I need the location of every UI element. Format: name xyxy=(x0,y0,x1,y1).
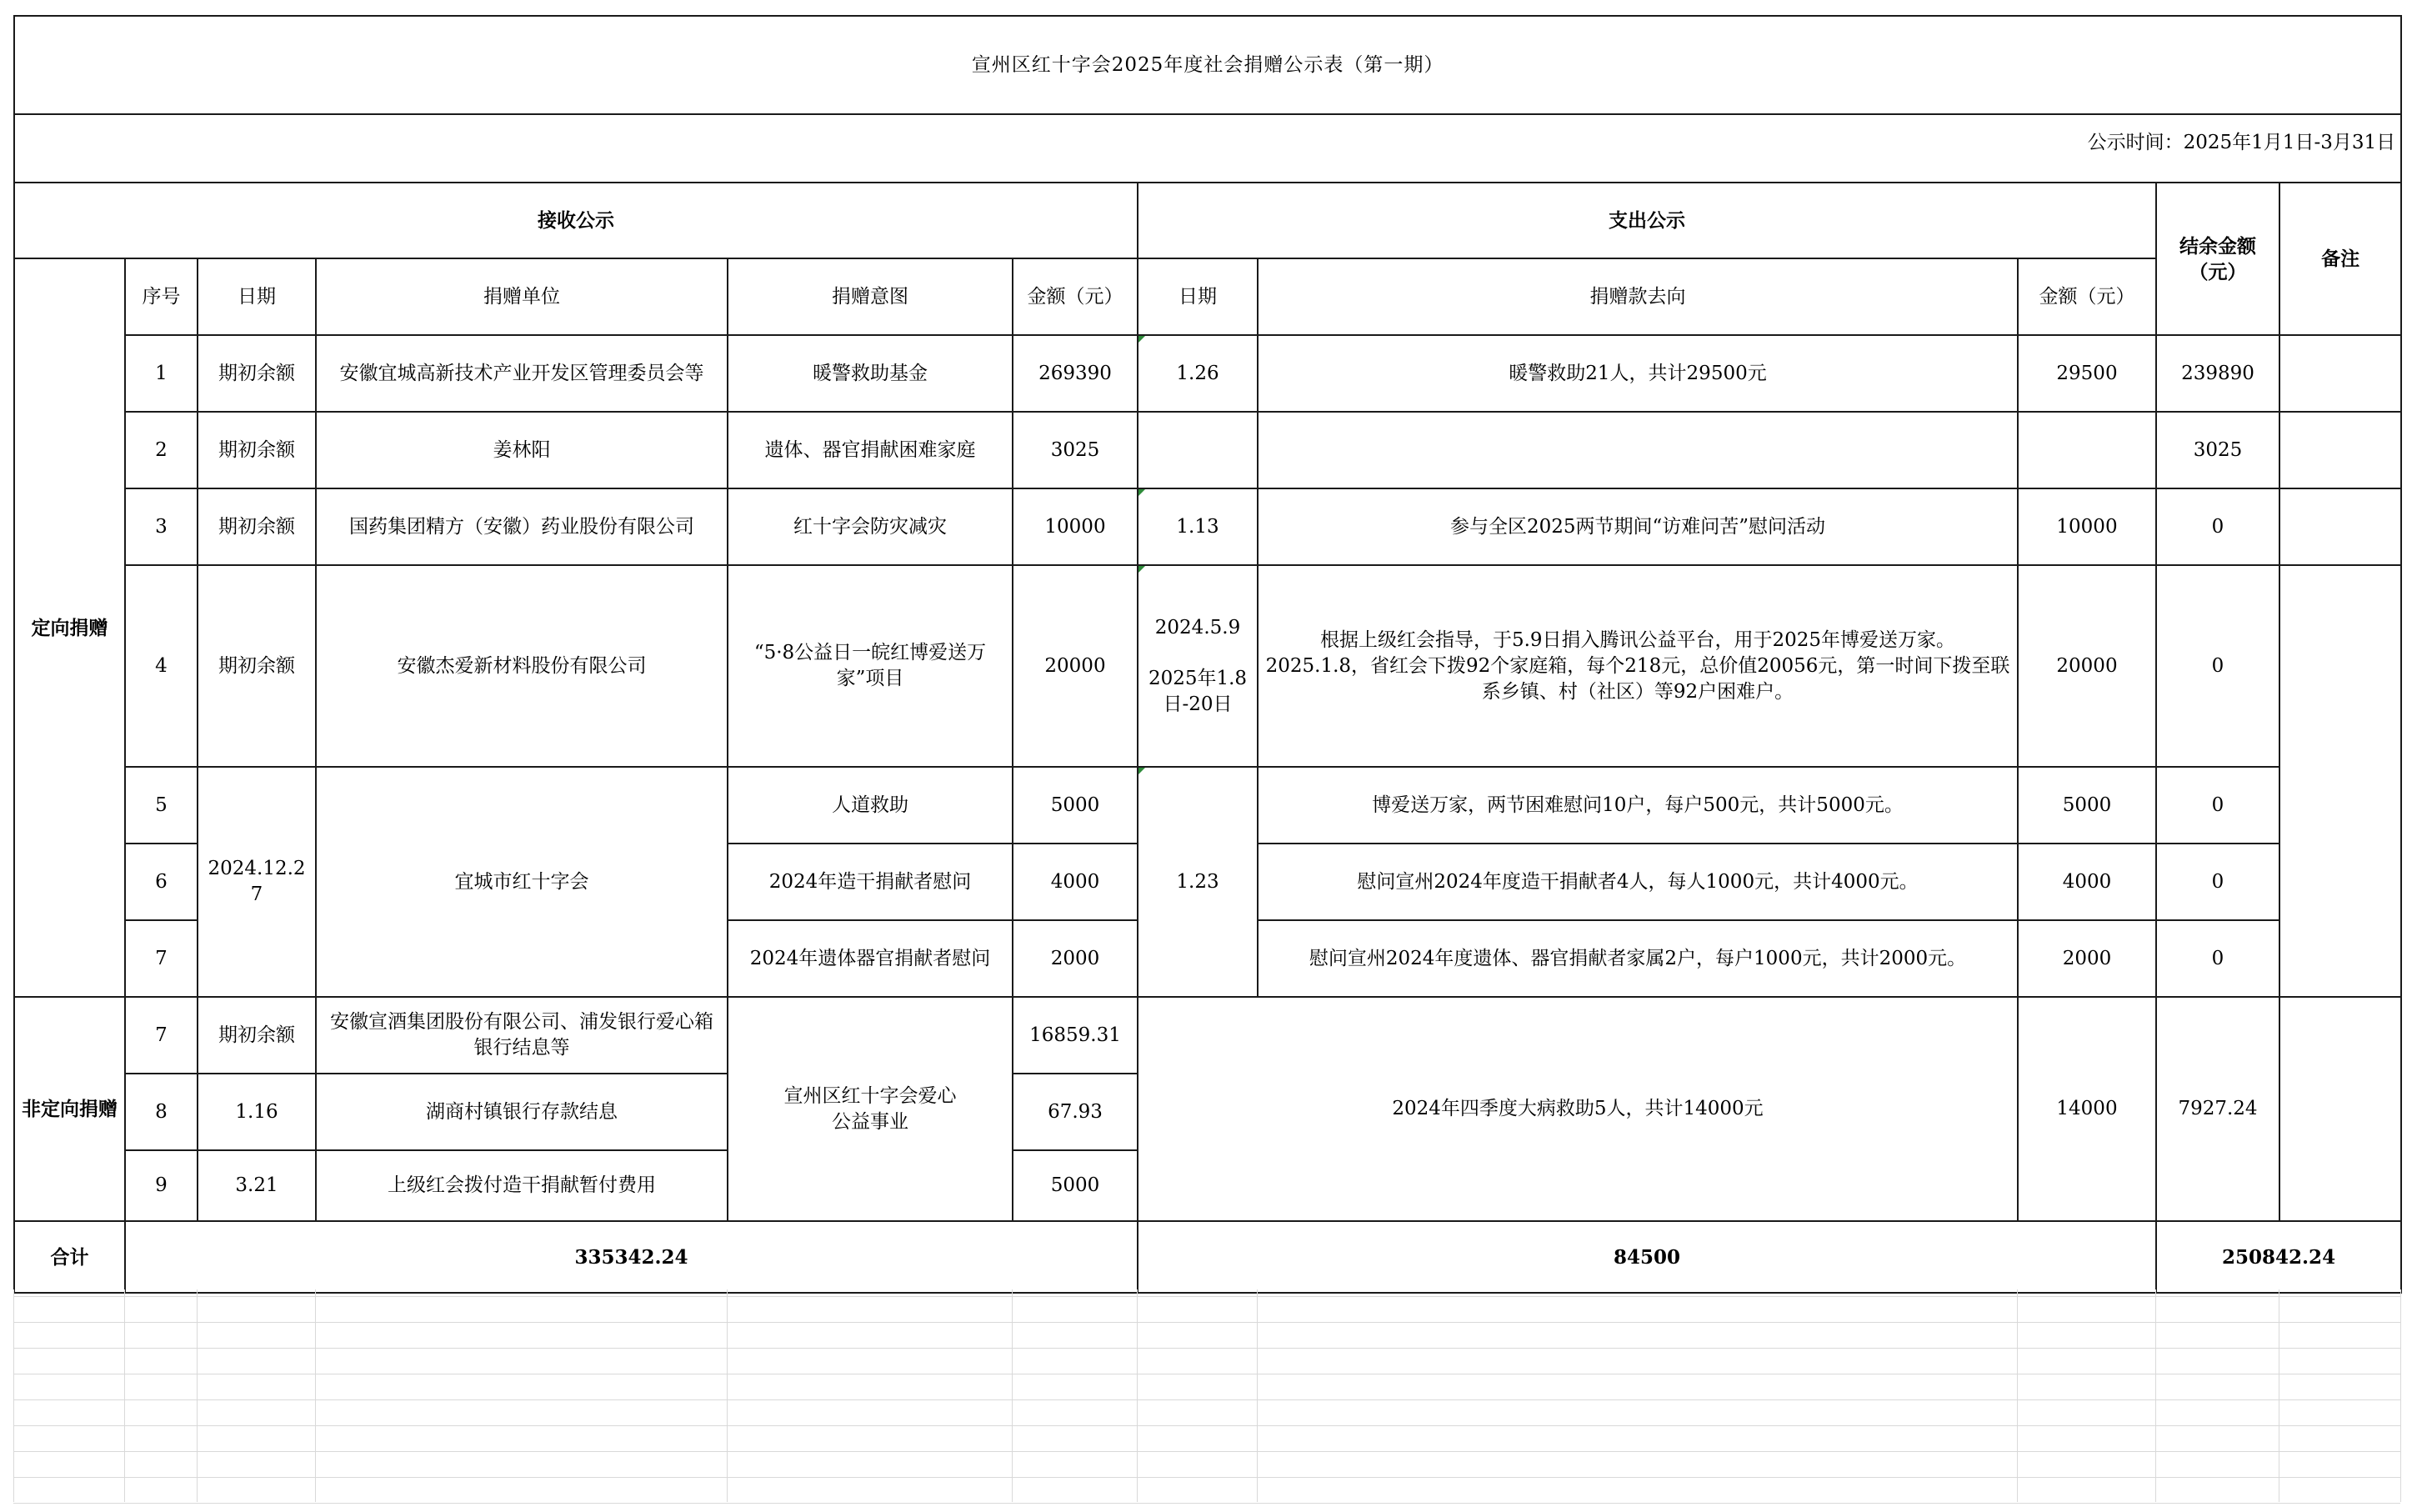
destination-cell xyxy=(1258,412,2018,488)
seq-cell: 7 xyxy=(125,920,198,997)
seq-header: 序号 xyxy=(125,258,198,335)
expense-amount-cell xyxy=(2018,412,2156,488)
destination-cell: 参与全区2025两节期间“访难问苦”慰问活动 xyxy=(1258,488,2018,565)
donor-cell: 国药集团精方（安徽）药业股份有限公司 xyxy=(316,488,728,565)
intent-cell: 暖警救助基金 xyxy=(728,335,1013,412)
intent-cell: 人道救助 xyxy=(728,767,1013,844)
undirected-destination-cell: 2024年四季度大病救助5人，共计14000元 xyxy=(1138,997,2018,1221)
group-expense-date-cell: 1.23 xyxy=(1138,767,1258,997)
remark-cell xyxy=(2279,335,2401,412)
donor-cell: 上级红会拨付造干捐献暂付费用 xyxy=(316,1150,728,1221)
amount-cell: 67.93 xyxy=(1013,1074,1138,1150)
total-expense: 84500 xyxy=(1138,1221,2156,1293)
date-cell: 期初余额 xyxy=(198,488,316,565)
date-cell: 期初余额 xyxy=(198,997,316,1074)
undirected-donation-label: 非定向捐赠 xyxy=(14,997,125,1221)
receive-section-header: 接收公示 xyxy=(14,183,1138,258)
grid-horizontal-line xyxy=(13,1503,2400,1504)
undirected-balance-cell: 7927.24 xyxy=(2156,997,2279,1221)
date-cell: 1.16 xyxy=(198,1074,316,1150)
grid-horizontal-line xyxy=(13,1451,2400,1452)
group-donor-cell: 宜城市红十字会 xyxy=(316,767,728,997)
intent-cell: 2024年遗体器官捐献者慰问 xyxy=(728,920,1013,997)
expense-amount-cell: 4000 xyxy=(2018,844,2156,920)
remark-header: 备注 xyxy=(2279,183,2401,335)
table-row xyxy=(14,767,2401,844)
balance-cell: 0 xyxy=(2156,767,2279,844)
expense-amount-cell: 5000 xyxy=(2018,767,2156,844)
destination-header: 捐赠款去向 xyxy=(1258,258,2018,335)
destination-cell xyxy=(1258,565,2018,767)
amount-cell: 10000 xyxy=(1013,488,1138,565)
balance-cell: 3025 xyxy=(2156,412,2279,488)
balance-header: 结余金额（元） xyxy=(2156,183,2279,335)
donor-cell: 姜林阳 xyxy=(316,412,728,488)
destination-cell: 慰问宣州2024年度遗体、器官捐献者家属2户，每户1000元，共计2000元。 xyxy=(1258,920,2018,997)
amount-cell: 5000 xyxy=(1013,1150,1138,1221)
intent-cell: 遗体、器官捐献困难家庭 xyxy=(728,412,1013,488)
grid-vertical-line xyxy=(2400,1289,2401,1502)
balance-cell: 0 xyxy=(2156,488,2279,565)
grid-horizontal-line xyxy=(13,1477,2400,1478)
balance-cell: 0 xyxy=(2156,844,2279,920)
seq-cell: 2 xyxy=(125,412,198,488)
remark-cell xyxy=(2279,488,2401,565)
table-row xyxy=(14,488,2401,565)
empty-grid-area xyxy=(13,1289,2400,1506)
donor-cell: 安徽杰爱新材料股份有限公司 xyxy=(316,565,728,767)
table-row xyxy=(14,412,2401,488)
expense-date-cell xyxy=(1138,412,1258,488)
expense-amount-cell: 2000 xyxy=(2018,920,2156,997)
total-label: 合计 xyxy=(14,1221,125,1293)
group-date-cell: 2024.12.27 xyxy=(198,767,316,997)
donation-table xyxy=(13,15,2402,1294)
expense-amount-cell: 20000 xyxy=(2018,565,2156,767)
totals-row xyxy=(14,1221,2401,1293)
publish-time: 公示时间：2025年1月1日-3月31日 xyxy=(14,114,2401,183)
balance-cell: 239890 xyxy=(2156,335,2279,412)
directed-donation-label: 定向捐赠 xyxy=(14,258,125,997)
date-cell: 3.21 xyxy=(198,1150,316,1221)
grid-horizontal-line xyxy=(13,1296,2400,1297)
seq-cell: 5 xyxy=(125,767,198,844)
expense-date-cell: 1.26 xyxy=(1138,335,1258,412)
amount-header: 金额（元） xyxy=(1013,258,1138,335)
expense-date-line-1: 2024.5.9 xyxy=(1154,616,1241,638)
intent-cell: 2024年造干捐献者慰问 xyxy=(728,844,1013,920)
table-row xyxy=(14,997,2401,1074)
amount-cell: 16859.31 xyxy=(1013,997,1138,1074)
remark-cell xyxy=(2279,565,2401,997)
amount-cell: 3025 xyxy=(1013,412,1138,488)
amount-cell: 4000 xyxy=(1013,844,1138,920)
destination-line-1: 根据上级红会指导，于5.9日捐入腾讯公益平台，用于2025年博爱送万家。 xyxy=(1319,628,1956,651)
expense-date-cell: 1.13 xyxy=(1138,488,1258,565)
grid-horizontal-line xyxy=(13,1322,2400,1323)
date-header: 日期 xyxy=(198,258,316,335)
remark-cell xyxy=(2279,412,2401,488)
grid-horizontal-line xyxy=(13,1399,2400,1400)
expense-section-header: 支出公示 xyxy=(1138,183,2156,258)
donor-cell: 安徽宣酒集团股份有限公司、浦发银行爱心箱银行结息等 xyxy=(316,997,728,1074)
expense-amount-header: 金额（元） xyxy=(2018,258,2156,335)
date-cell: 期初余额 xyxy=(198,335,316,412)
date-cell: 期初余额 xyxy=(198,565,316,767)
donor-cell: 安徽宜城高新技术产业开发区管理委员会等 xyxy=(316,335,728,412)
seq-cell: 3 xyxy=(125,488,198,565)
destination-cell: 博爱送万家，两节困难慰问10户，每户500元，共计5000元。 xyxy=(1258,767,2018,844)
amount-cell: 20000 xyxy=(1013,565,1138,767)
seq-cell: 7 xyxy=(125,997,198,1074)
seq-cell: 9 xyxy=(125,1150,198,1221)
undirected-expense-amount-cell: 14000 xyxy=(2018,997,2156,1221)
remark-cell xyxy=(2279,997,2401,1221)
amount-cell: 5000 xyxy=(1013,767,1138,844)
intent-cell: “5·8公益日一皖红博爱送万家”项目 xyxy=(728,565,1013,767)
seq-cell: 8 xyxy=(125,1074,198,1150)
expense-amount-cell: 10000 xyxy=(2018,488,2156,565)
grid-horizontal-line xyxy=(13,1425,2400,1426)
expense-date-line-2: 2025年1.8日-20日 xyxy=(1148,667,1248,715)
donor-header: 捐赠单位 xyxy=(316,258,728,335)
date-cell: 期初余额 xyxy=(198,412,316,488)
undirected-intent-cell: 宣州区红十字会爱心公益事业 xyxy=(728,997,1013,1221)
destination-cell: 慰问宣州2024年度造干捐献者4人，每人1000元，共计4000元。 xyxy=(1258,844,2018,920)
expense-date-cell xyxy=(1138,565,1258,767)
donor-cell: 湖商村镇银行存款结息 xyxy=(316,1074,728,1150)
expense-amount-cell: 29500 xyxy=(2018,335,2156,412)
seq-cell: 6 xyxy=(125,844,198,920)
seq-cell: 4 xyxy=(125,565,198,767)
balance-cell: 0 xyxy=(2156,920,2279,997)
intent-cell: 红十字会防灾减灾 xyxy=(728,488,1013,565)
amount-cell: 2000 xyxy=(1013,920,1138,997)
destination-cell: 暖警救助21人，共计29500元 xyxy=(1258,335,2018,412)
table-row xyxy=(14,565,2401,767)
page-title: 宣州区红十字会2025年度社会捐赠公示表（第一期） xyxy=(14,16,2401,114)
table-row xyxy=(14,335,2401,412)
amount-cell: 269390 xyxy=(1013,335,1138,412)
intent-header: 捐赠意图 xyxy=(728,258,1013,335)
destination-line-2: 2025.1.8，省红会下拨92个家庭箱，每个218元，总价值20056元，第一时间下拨至联系乡镇、村（社区）等92户困难户。 xyxy=(1265,654,2010,703)
total-balance: 250842.24 xyxy=(2156,1221,2401,1293)
balance-cell: 0 xyxy=(2156,565,2279,767)
total-receive: 335342.24 xyxy=(125,1221,1138,1293)
grid-horizontal-line xyxy=(13,1348,2400,1349)
seq-cell: 1 xyxy=(125,335,198,412)
expense-date-header: 日期 xyxy=(1138,258,1258,335)
